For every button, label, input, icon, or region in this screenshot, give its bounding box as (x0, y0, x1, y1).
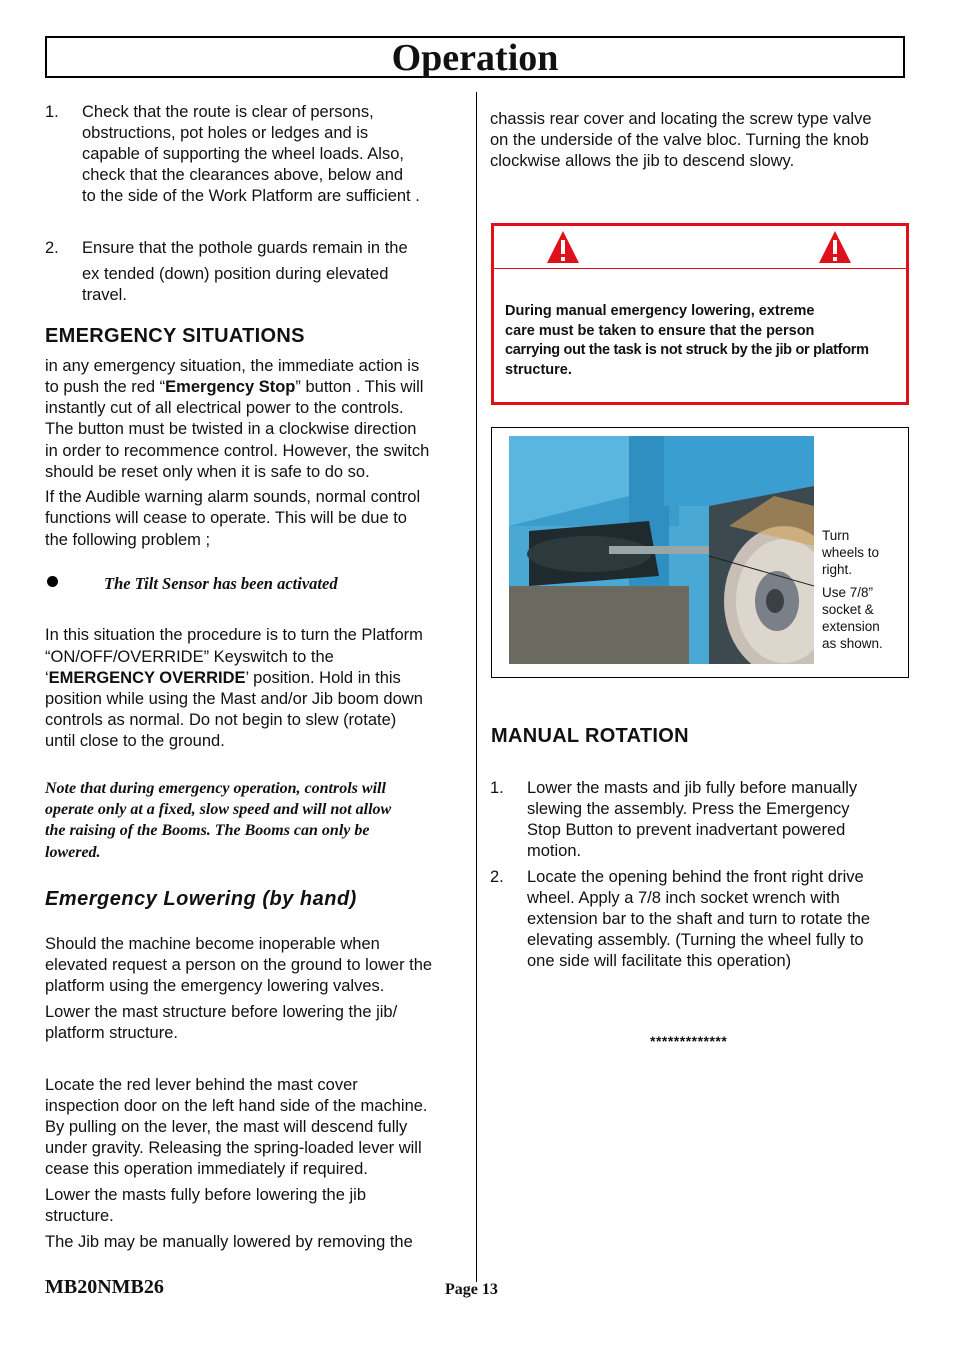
warning-divider (494, 268, 906, 269)
paragraph-line: extension bar to the shaft and turn to rotate the (527, 910, 871, 928)
paragraph-line: should be reset only when it is safe to do so. (45, 463, 370, 481)
paragraph-line: ex tended (down) position during elevated (82, 265, 389, 283)
paragraph-line: position while using the Mast and/or Jib boom down (45, 690, 423, 708)
paragraph-line: Stop Button to prevent inadvertant powered (527, 821, 846, 839)
warning-text: During manual emergency lowering, extreme care must be taken to ensure that the person carrying out the task is not struck by the jib or platform structure. (505, 303, 869, 378)
paragraph-line: instantly cut of all electrical power to the controls. (45, 399, 404, 417)
warning-triangle-icon (546, 230, 580, 264)
bullet-icon (47, 576, 58, 587)
paragraph-line: Lower the masts and jib fully before manually (527, 779, 858, 797)
page-number: Page 13 (445, 1281, 498, 1298)
caption-line: wheels to (822, 545, 880, 560)
section-heading-emergency: EMERGENCY SITUATIONS (45, 325, 305, 347)
paragraph-line: functions will cease to operate. This will be due to (45, 509, 407, 527)
paragraph-line: Check that the route is clear of persons, (82, 103, 374, 121)
warning-box (491, 223, 909, 405)
model-number: MB20NMB26 (45, 1276, 164, 1298)
item-number: 2. (490, 868, 504, 886)
caption-line: Turn (822, 528, 850, 543)
caption-line: as shown. (822, 636, 883, 651)
page-title: Operation (391, 37, 559, 79)
paragraph-line: check that the clearances above, below and (82, 166, 404, 184)
paragraph-line: elevating assembly. (Turning the wheel fully to (527, 931, 864, 949)
paragraph-line: Should the machine become inoperable when (45, 935, 380, 953)
paragraph-line: motion. (527, 842, 582, 860)
warning-triangle-icon (818, 230, 852, 264)
paragraph-line: wheel. Apply a 7/8 inch socket wrench with (527, 889, 840, 907)
paragraph-line: clockwise allows the jib to descend slowy. (490, 152, 795, 170)
paragraph-line: on the underside of the valve bloc. Turning the knob (490, 131, 869, 149)
item-number: 1. (490, 779, 504, 797)
paragraph-line: elevated request a person on the ground to lower the (45, 956, 433, 974)
paragraph-line: Locate the red lever behind the mast cover (45, 1076, 358, 1094)
paragraph-line: slewing the assembly. Press the Emergency (527, 800, 850, 818)
paragraph-line: platform using the emergency lowering valves. (45, 977, 385, 995)
item-number: 2. (45, 239, 59, 257)
paragraph-line: controls as normal. Do not begin to slew (rotate) (45, 711, 397, 729)
paragraph-line: one side will facilitate this operation) (527, 952, 792, 970)
note-line: lowered. (45, 844, 101, 861)
note-line: Note that during emergency operation, controls will (45, 780, 386, 797)
paragraph-line: to the side of the Work Platform are sufficient . (82, 187, 420, 205)
caption-line: extension (822, 619, 880, 634)
item-number: 1. (45, 103, 59, 121)
paragraph-line: Lower the mast structure before lowering the jib/ (45, 1003, 398, 1021)
paragraph-line: If the Audible warning alarm sounds, normal control (45, 488, 421, 506)
paragraph-line: ‘EMERGENCY OVERRIDE’ position. Hold in this (45, 669, 401, 687)
paragraph-line: travel. (82, 286, 127, 304)
section-heading-lowering: Emergency Lowering (by hand) (45, 888, 357, 910)
paragraph-line: In this situation the procedure is to turn the Platform (45, 626, 423, 644)
column-divider (476, 92, 477, 1282)
paragraph-line: chassis rear cover and locating the screw type valve (490, 110, 872, 128)
paragraph-line: The Jib may be manually lowered by removing the (45, 1233, 413, 1251)
title-box (45, 36, 905, 78)
paragraph-line: the following problem ; (45, 531, 211, 549)
end-marker: ************* (650, 1033, 728, 1049)
paragraph-line: in any emergency situation, the immediate action is (45, 357, 420, 375)
caption-line: socket & (822, 602, 874, 617)
caption-line: right. (822, 562, 853, 577)
paragraph-line: inspection door on the left hand side of the machine. (45, 1097, 428, 1115)
paragraph-line: structure. (45, 1207, 114, 1225)
paragraph-line: The button must be twisted in a clockwise direction (45, 420, 417, 438)
paragraph-line: cease this operation immediately if required. (45, 1160, 368, 1178)
paragraph-line: until close to the ground. (45, 732, 225, 750)
paragraph-line: Locate the opening behind the front right drive (527, 868, 864, 886)
tilt-sensor-bullet: The Tilt Sensor has been activated (104, 574, 338, 593)
paragraph-line: platform structure. (45, 1024, 178, 1042)
paragraph-line: to push the red “Emergency Stop” button . This will (45, 378, 424, 396)
paragraph-line: in order to recommence control. However, the switch (45, 442, 430, 460)
machine-wheel-photo (509, 436, 814, 664)
paragraph-line: By pulling on the lever, the mast will descend fully (45, 1118, 408, 1136)
paragraph-line: obstructions, pot holes or ledges and is (82, 124, 369, 142)
section-heading-rotation: MANUAL ROTATION (491, 725, 689, 747)
paragraph-line: under gravity. Releasing the spring-loaded lever will (45, 1139, 422, 1157)
figure-box (491, 427, 909, 678)
caption-line: Use 7/8” (822, 585, 874, 600)
paragraph-line: Ensure that the pothole guards remain in the (82, 239, 408, 257)
paragraph-line: “ON/OFF/OVERRIDE” Keyswitch to the (45, 648, 334, 666)
note-line: the raising of the Booms. The Booms can only be (45, 822, 370, 839)
paragraph-line: capable of supporting the wheel loads. Also, (82, 145, 404, 163)
note-line: operate only at a fixed, slow speed and will not allow (45, 801, 392, 818)
paragraph-line: Lower the masts fully before lowering the jib (45, 1186, 366, 1204)
